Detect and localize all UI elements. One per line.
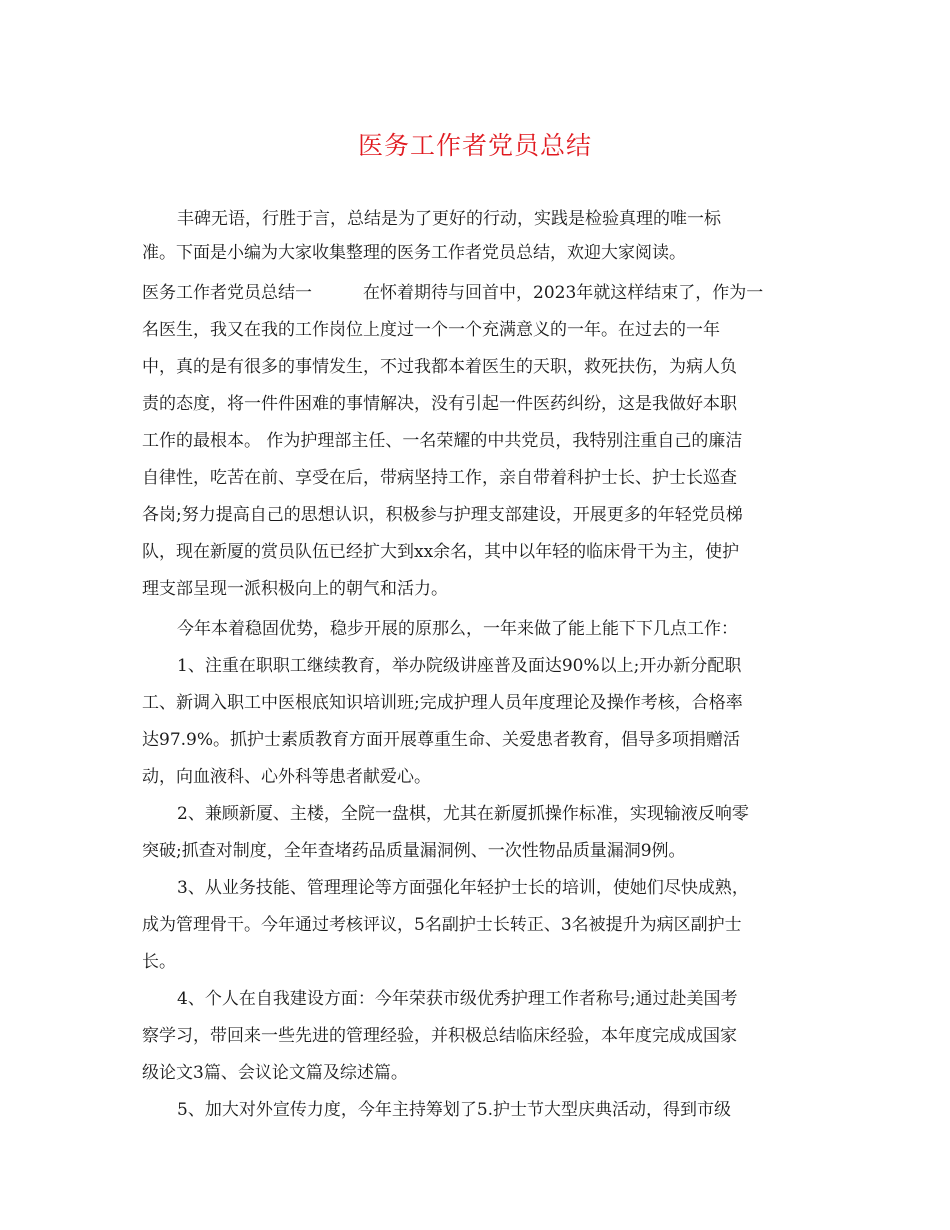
- text-line: 名医生，我又在我的工作岗位上度过一个一个充满意义的一年。在过去的一年: [142, 320, 720, 340]
- text-line: 4、个人在自我建设方面：今年荣获市级优秀护理工作者称号;通过赴美国考: [177, 989, 738, 1009]
- text-line: 级论文3篇、会议论文篇及综述篇。: [142, 1063, 408, 1083]
- text-line: 动，向血液科、心外科等患者献爱心。: [142, 767, 431, 787]
- text-line: 成为管理骨干。今年通过考核评议，5名副护士长转正、3名被提升为病区副护士: [142, 915, 742, 935]
- text-line: 准。下面是小编为大家收集整理的医务工作者党员总结，欢迎大家阅读。: [142, 243, 686, 263]
- text-line: 5、加大对外宣传力度，今年主持筹划了5.护士节大型庆典活动，得到市级: [177, 1100, 732, 1120]
- text-line: 1、注重在职职工继续教育，举办院级讲座普及面达90%以上;开办新分配职: [177, 656, 742, 676]
- text-line: 2、兼顾新厦、主楼，全院一盘棋，尤其在新厦抓操作标准，实现输液反响零: [177, 804, 749, 824]
- text-line: 工作的最根本。 作为护理部主任、一名荣耀的中共党员，我特别注重自己的廉洁: [142, 431, 743, 451]
- text-line: 3、从业务技能、管理理论等方面强化年轻护士长的培训，使她们尽快成熟，: [177, 878, 749, 898]
- text-line: 达97.9%。抓护士素质教育方面开展尊重生命、关爱患者教育，倡导多项捐赠活: [142, 730, 741, 750]
- text-line: 自律性，吃苦在前、享受在后，带病坚持工作，亲自带着科护士长、护士长巡查: [142, 468, 737, 488]
- document-title: 医务工作者党员总结: [357, 131, 592, 160]
- text-line: 今年本着稳固优势，稳步开展的原那么，一年来做了能上能下下几点工作：: [177, 619, 738, 639]
- text-line: 责的态度，将一件件困难的事情解决，没有引起一件医药纠纷，这是我做好本职: [142, 394, 737, 414]
- text-line: 中，真的是有很多的事情发生，不过我都本着医生的天职，救死扶伤，为病人负: [142, 357, 737, 377]
- text-line: 理支部呈现一派积极向上的朝气和活力。: [142, 579, 448, 599]
- text-line: 察学习，带回来一些先进的管理经验，并积极总结临床经验，本年度完成成国家: [142, 1026, 737, 1046]
- text-line: 工、新调入职工中医根底知识培训班;完成护理人员年度理论及操作考核，合格率: [142, 693, 743, 713]
- text-line: 队，现在新厦的赏员队伍已经扩大到xx余名，其中以年轻的临床骨干为主，使护: [142, 542, 740, 562]
- text-line: 突破;抓查对制度，全年查堵药品质量漏洞例、一次性物品质量漏洞9例。: [142, 841, 686, 861]
- text-line: 各岗;努力提高自己的思想认识，积极参与护理支部建设，开展更多的年轻党员梯: [142, 505, 743, 525]
- text-line: 丰碑无语，行胜于言，总结是为了更好的行动，实践是检验真理的唯一标: [177, 209, 721, 229]
- text-line: 长。: [142, 952, 176, 972]
- text-line: 医务工作者党员总结一 在怀着期待与回首中，2023年就这样结束了，作为一: [142, 283, 764, 303]
